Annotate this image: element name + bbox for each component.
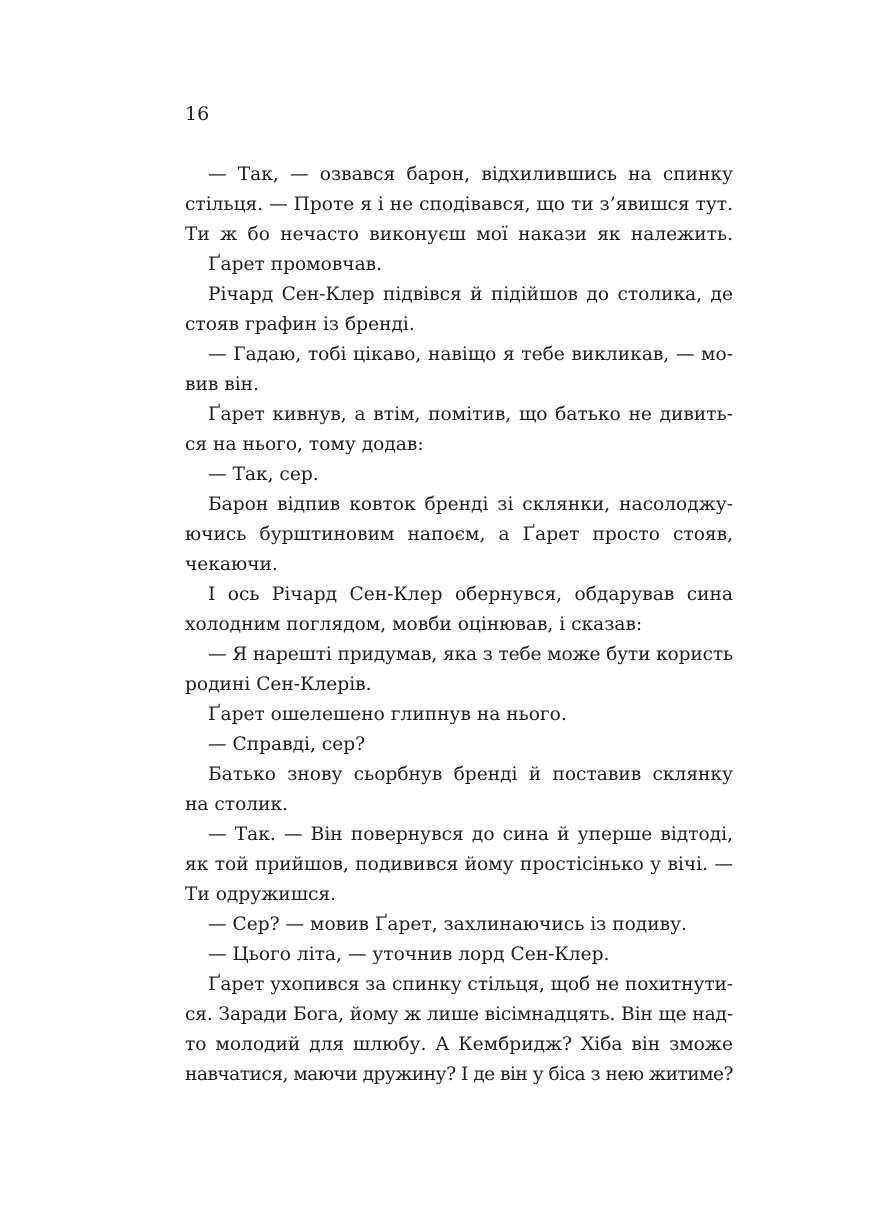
text-line: навчатися, маючи дружину? І де він у біса з нею житиме? bbox=[185, 1064, 733, 1085]
text-line: ся. Заради Бога, йому ж лише вісімнадцять. Він ще над- bbox=[185, 1004, 734, 1025]
page-number: 16 bbox=[185, 103, 210, 125]
text-line: стільця. — Проте я і не сподівався, що ти з’явишся тут. bbox=[185, 194, 733, 215]
text-line: то молодий для шлюбу. А Кембридж? Хіба він зможе bbox=[185, 1034, 733, 1055]
body-text bbox=[185, 160, 733, 1090]
text-line: — Так, сер. bbox=[208, 464, 319, 485]
text-line: — Сер? — мовив Ґарет, захлинаючись із подиву. bbox=[208, 914, 687, 935]
text-line: — Я нарешті придумав, яка з тебе може бути користь bbox=[208, 644, 733, 665]
text-line: І ось Річард Сен-Клер обернувся, обдарував сина bbox=[208, 584, 733, 605]
text-line: родині Сен-Клерів. bbox=[185, 674, 372, 695]
text-line: Барон відпив ковток бренді зі склянки, насолоджу- bbox=[208, 494, 733, 515]
text-line: Ґарет промовчав. bbox=[208, 254, 383, 275]
text-line: — Так. — Він повернувся до сина й уперше відтоді, bbox=[208, 824, 733, 845]
text-line: стояв графин із бренді. bbox=[185, 314, 415, 335]
text-line: Ґарет ошелешено глипнув на нього. bbox=[208, 704, 567, 725]
text-line: на столик. bbox=[185, 794, 289, 815]
text-line: чекаючи. bbox=[185, 554, 278, 575]
text-line: — Цього літа, — уточнив лорд Сен-Клер. bbox=[208, 944, 610, 965]
text-line: як той прийшов, подивився йому простісінько у вічі. — bbox=[185, 854, 733, 875]
text-line: Ти ж бо нечасто виконуєш мої накази як належить. bbox=[185, 224, 733, 245]
text-line: холодним поглядом, мовби оцінював, і сказав: bbox=[185, 614, 643, 635]
text-line: Батько знову сьорбнув бренді й поставив склянку bbox=[208, 764, 733, 785]
text-line: Ти одружишся. bbox=[185, 884, 337, 905]
text-line: Ґарет ухопився за спинку стільця, щоб не похитнути- bbox=[208, 974, 733, 995]
text-line: — Гадаю, тобі цікаво, навіщо я тебе викликав, — мо- bbox=[208, 344, 733, 365]
text-line: — Так, — озвався барон, відхилившись на спинку bbox=[208, 164, 733, 185]
text-line: Ґарет кивнув, а втім, помітив, що батько не дивить- bbox=[208, 404, 733, 425]
text-line: Річард Сен-Клер підвівся й підійшов до столика, де bbox=[208, 284, 733, 305]
text-line: — Справді, сер? bbox=[208, 734, 366, 755]
text-line: вив він. bbox=[185, 374, 259, 395]
text-line: ся на нього, тому додав: bbox=[185, 434, 424, 455]
text-line: ючись бурштиновим напоєм, а Ґарет просто стояв, bbox=[185, 524, 733, 545]
